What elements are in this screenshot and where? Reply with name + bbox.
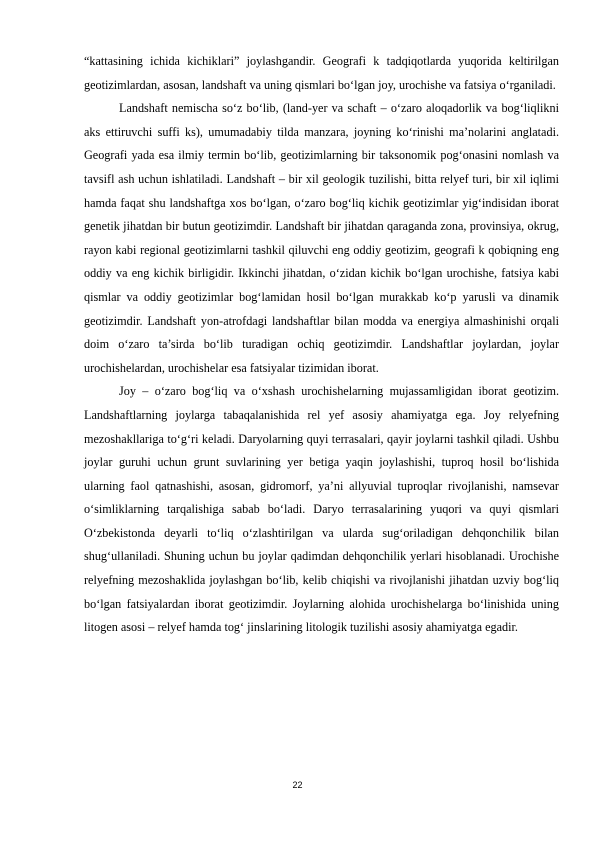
paragraph-landshaft: Landshaft nemischa so‘z bo‘lib, (land-yer va schaft – o‘zaro aloqadorlik va bog‘liqlikni aks ettiruvchi suffi ks), umumadabiy tilda manzara, joyning ko‘rinishi ma’nolarini anglatadi. Geografi yada esa ilmiy termin bo‘lib, geotizimlarning bir taksonomik pog‘onasini nomlash va tavsifl ash uchun ishlatiladi. Landshaft – bir xil geologik tuzilishi, bitta relyef turi, bir xil iqlimi hamda faqat shu landshaftga xos bo‘lgan, o‘zaro bog‘liq kichik geotizimlar yig‘indisidan iborat genetik jihatdan bir butun geotizimdir. Landshaft bir jihatdan qaraganda zona, provinsiya, okrug, rayon kabi regional geotizimlarni tashkil qiluvchi eng oddiy geotizim, geografi k qobiqning eng oddiy va eng kichik birligidir. Ikkinchi jihatdan, o‘zidan kichik bo‘lgan urochishe, fatsiya kabi qismlar va oddiy geotizimlar bog‘lamidan hosil bo‘lgan murakkab ko‘p yarusli va dinamik geotizimdir. Landshaft yon-atrofdagi landshaftlar bilan modda va energiya almashinishi orqali doim o‘zaro ta’sirda bo‘lib turadigan ochiq geotizimdir. Landshaftlar joylardan, joylar urochishelardan, urochishelar esa fatsiyalar tizimidan iborat. <box>84 101 559 375</box>
paragraph-continuation: “kattasining ichida kichiklari” joylashgandir. Geografi k tadqiqotlarda yuqorida keltirilgan geotizimlardan, asosan, landshaft va uning qismlari bo‘lgan joy, urochishe va fatsiya o‘rganiladi. <box>84 54 559 92</box>
paragraph-joy: Joy – o‘zaro bog‘liq va o‘xshash urochishelarning mujassamligidan iborat geotizim. Landshaftlarning joylarga tabaqalanishida rel yef asosiy ahamiyatga ega. Joy relyefning mezoshakllariga to‘g‘ri keladi. Daryolarning quyi terrasalari, qayir joylarni tashkil qiladi. Ushbu joylar guruhi uchun grunt suvlarining yer betiga yaqin joylashishi, tuproq hosil bo‘lishida ularning faol qatnashishi, asosan, gidromorf, ya’ni allyuvial tuproqlar rivojlanishi, namsevar o‘simliklarning tarqalishiga sabab bo‘ladi. Daryo terrasalarining yuqori va quyi qismlari O‘zbekistonda deyarli to‘liq o‘zlashtirilgan va ularda sug‘oriladigan dehqonchilik bilan shug‘ullaniladi. Shuning uchun bu joylar qadimdan dehqonchilik yerlari hisoblanadi. Urochishe relyefning mezoshaklida joylashgan bo‘lib, kelib chiqishi va rivojlanishi jihatdan uzviy bog‘liq bo‘lgan fatsiyalardan iborat geotizimdir. Joylarning alohida urochishelarga bo‘linishida uning litogen asosi – relyef hamda tog‘ jinslarining litologik tuzilishi asosiy ahamiyatga egadir. <box>84 384 559 635</box>
page-body <box>84 50 559 640</box>
page-number: 22 <box>292 780 303 790</box>
